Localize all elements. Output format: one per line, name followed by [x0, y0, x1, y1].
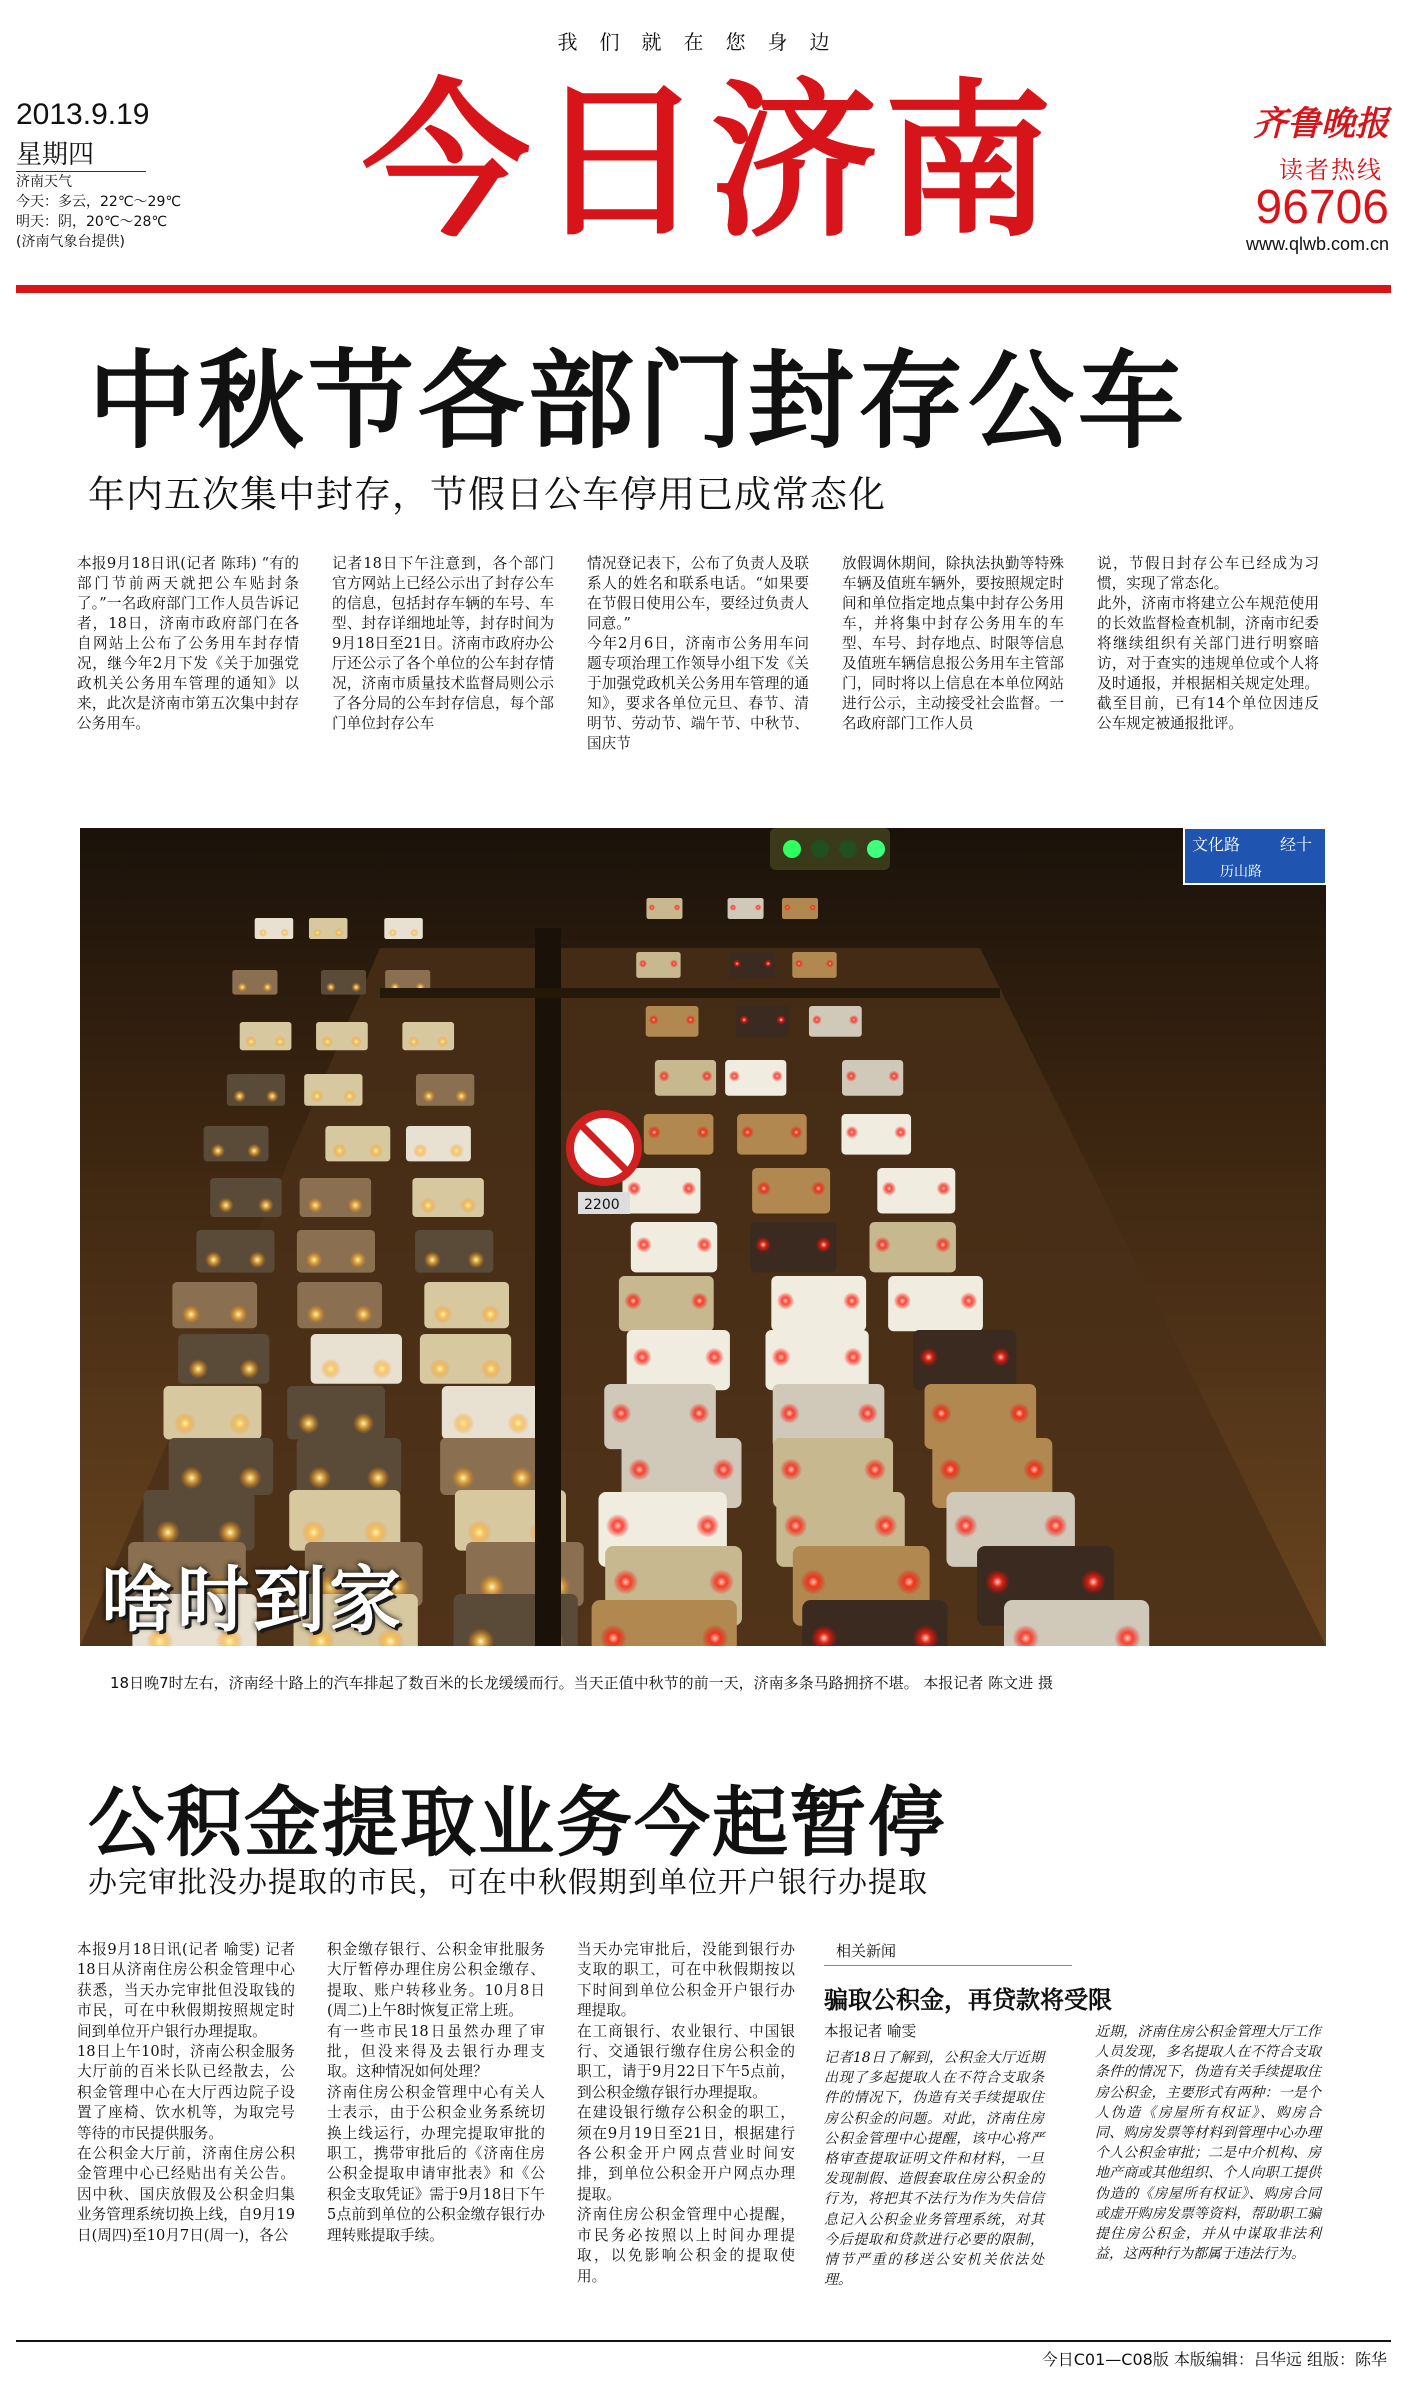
story1-body — [77, 554, 1327, 774]
story1-headline: 中秋节各部门封存公车 — [88, 340, 1188, 463]
story2-headline: 公积金提取业务今起暂停 — [88, 1778, 946, 1867]
related-byline: 本报记者 喻雯 — [824, 2023, 917, 2040]
sign-text: 历山路 — [1220, 864, 1262, 880]
photo-caption: 18日晚7时左右，济南经十路上的汽车排起了数百米的长龙缓缓而行。当天正值中秋节的前一天，济南多条马路拥挤不堪。 本报记者 陈文进 摄 — [110, 1674, 1053, 1692]
weather-title: 济南天气 — [16, 174, 72, 190]
related-column: 近期，济南住房公积金管理大厅工作人员发现，多名提取人在不符合支取条件的情况下，伪造有关手续提取住房公积金，主要形式有两种：一是个人伪造《房屋所有权证》、购房合同、购房发票等材料到管理中心办理个人公积金审批；二是中介机构、房地产商或其他组织、个人向职工提供伪造的《房屋所有权证》、购房合同或虚开购房发票等资料，帮助职工骗提住房公积金，并从中谋取非法利益，这两种行为都属于违法行为。 — [1095, 2024, 1321, 2263]
masthead-divider — [16, 285, 1391, 293]
story1-column: 情况登记表下，公布了负责人及联系人的姓名和联系电话。“如果要在节假日使用公车，要经过负责人同意。” 今年2月6日，济南市公务用车问题专项治理工作领导小组下发《关于加强党政机关公务用车管理的通知》，要求各单位元旦、春节、清明节、劳动节、端午节、中秋节、国庆节 — [587, 555, 809, 752]
traffic-photo — [80, 828, 1326, 1646]
hotline-label: 读者热线 — [1279, 156, 1383, 184]
weather-today: 今天：多云，22℃～29℃ — [16, 194, 182, 210]
related-headline: 骗取公积金，再贷款将受限 — [824, 1986, 1112, 2014]
story1-subhead: 年内五次集中封存，节假日公车停用已成常态化 — [88, 473, 886, 516]
weather-source: (济南气象台提供) — [16, 234, 125, 250]
masthead-slogan: 我们就在您身边 — [557, 30, 852, 54]
sign-text: 文化路 — [1192, 835, 1241, 854]
related-column: 记者18日了解到，公积金大厅近期出现了多起提取人在不符合支取条件的情况下，伪造有关手续提取住房公积金的问题。对此，济南住房公积金管理中心提醒，该中心将严格审查提取证明文件和材料，一旦发现制假、造假套取住房公积金的行为，将把其不法行为作为失信信息记入公积金业务管理系统，对其今后提取和贷款进行必要的限制，情节严重的移送公安机关依法处理。 — [824, 2050, 1044, 2289]
sign-text: 经十 — [1280, 835, 1313, 854]
story1-column: 放假调休期间，除执法执勤等特殊车辆及值班车辆外，要按照规定时间和单位指定地点集中封存公务用车，并将集中封存公务用车的车型、车号、封存地点、时限等信息及值班车辆信息报公务用车主管部门，同时将以上信息在本单位网站进行公示，主动接受社会监督。一名政府部门工作人员 — [842, 555, 1064, 732]
story2-column: 本报9月18日讯(记者 喻雯) 记者18日从济南住房公积金管理中心获悉，当天办完审批但没取钱的市民，可在中秋假期按照规定时间到单位开户银行办理提取。 18日上午10时，济南公积金服务大厅前的百米长队已经散去，公积金管理中心在大厅西边院子设置了座椅、饮水机等，为取完号等待的市民提供服务。 在公积金大厅前，济南住房公积金管理中心已经贴出有关公告。因中秋、国庆放假及公积金归集业务管理系统切换上线，自9月19日(周四)至10月7日(周一)，各公 — [77, 1941, 295, 2244]
story1-column: 本报9月18日讯(记者 陈玮) “有的部门节前两天就把公车贴封条了。”一名政府部门工作人员告诉记者，18日，济南市政府部门在各自网站上公布了公务用车封存情况，继今年2月下发《关于加强党政机关公务用车管理的通知》以来，此次是济南市第五次集中封存公务用车。 — [77, 555, 299, 732]
story2-column: 积金缴存银行、公积金审批服务大厅暂停办理住房公积金缴存、提取、账户转移业务。10月8日(周二)上午8时恢复正常上班。 有一些市民18日虽然办理了审批，但没来得及去银行办理支取。这种情况如何处理？ 济南住房公积金管理中心有关人士表示，由于公积金业务系统切换上线运行，办理完提取审批的职工，携带审批后的《济南住房公积金提取申请审批表》和《公积金支取凭证》需于9月18日下午5点前到单位的公积金缴存银行办理转账提取手续。 — [327, 1941, 545, 2244]
photo-overlay-title: 啥时到家 — [101, 1558, 406, 1642]
page-footer: 今日C01—C08版 本版编辑：吕华远 组版：陈华 — [1041, 2350, 1387, 2369]
footer-divider — [16, 2340, 1391, 2342]
issue-weekday: 星期四 — [16, 134, 146, 172]
masthead-title: 今日济南 — [362, 64, 1058, 260]
issue-date: 2013.9.19 — [16, 98, 150, 131]
weather-tomorrow: 明天：阴，20℃～28℃ — [16, 214, 168, 230]
hotline-number: 96706 — [1255, 181, 1389, 234]
story1-column: 说，节假日封存公车已经成为习惯，实现了常态化。 此外，济南市将建立公车规范使用的长效监督检查机制，济南市纪委将继续组织有关部门进行明察暗访，对于查实的违规单位或个人将及时通报，并根据相关规定处理。截至目前，已有14个单位因违反公车规定被通报批评。 — [1097, 555, 1319, 732]
story1-column: 记者18日下午注意到，各个部门官方网站上已经公示出了封存公车的信息，包括封存车辆的车号、车型、封存详细地址等，封存时间为9月18日至21日。济南市政府办公厅还公示了各个单位的公车封存情况，济南市质量技术监督局则公示了各分局的公车封存信息，每个部门单位封存公车 — [332, 555, 554, 732]
sign-text: 2200 — [584, 1197, 620, 1213]
story2-subhead: 办完审批没办提取的市民，可在中秋假期到单位开户银行办提取 — [88, 1865, 929, 1899]
related-news-label: 相关新闻 — [824, 1938, 1072, 1966]
story2-column: 当天办完审批后，没能到银行办支取的职工，可在中秋假期按以下时间到单位公积金开户银行办理提取。 在工商银行、农业银行、中国银行、交通银行缴存住房公积金的职工，请于9月22日下午5点前，到公积金缴存银行办理提取。 在建设银行缴存公积金的职工，须在9月19日至21日，根据建行各公积金开户网点营业时间安排，到单位公积金开户网点办理提取。 济南住房公积金管理中心提醒，市民务必按照以上时间办理提取，以免影响公积金的提取使用。 — [577, 1941, 795, 2285]
paper-logo: 齐鲁晚报 — [1253, 104, 1389, 144]
website-link[interactable]: www.qlwb.com.cn — [1245, 234, 1389, 254]
